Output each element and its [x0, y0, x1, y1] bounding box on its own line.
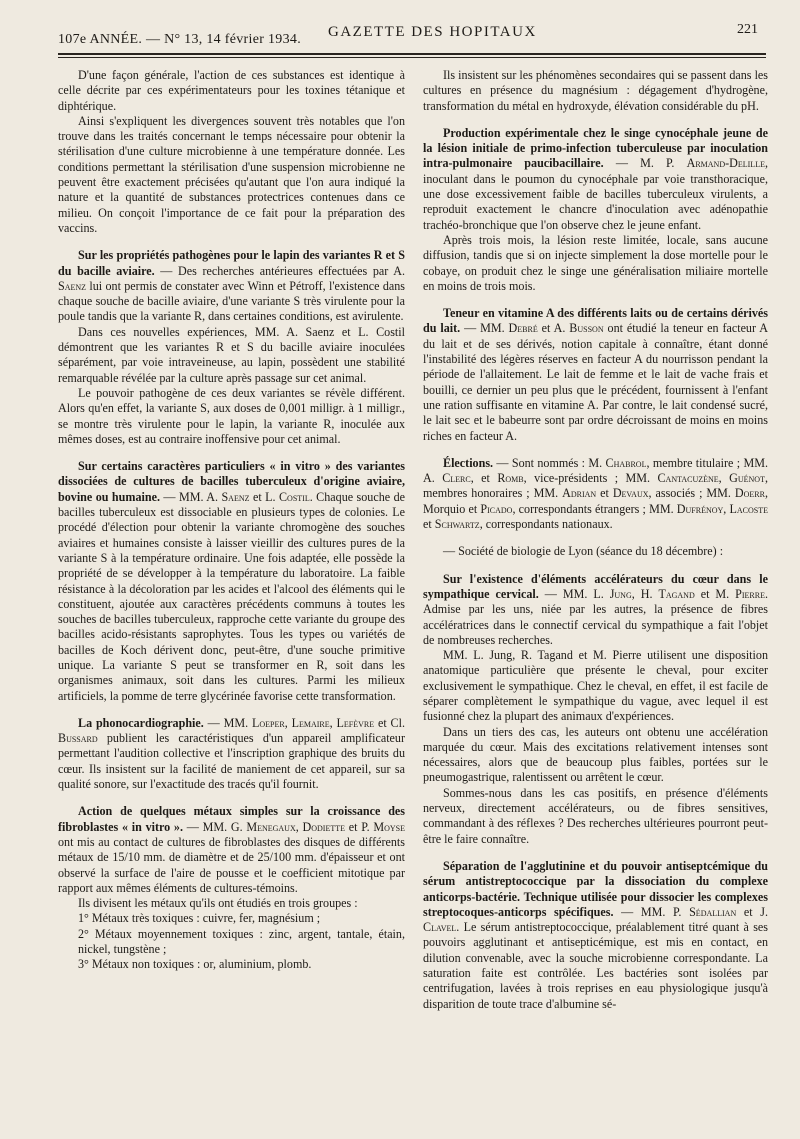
list-item: 2° Métaux moyennement toxiques : zinc, argent, tantale, étain, nickel, tungstène ;: [78, 926, 405, 957]
author-name: Armand-Delille: [686, 156, 765, 171]
author-name: Debré: [508, 321, 538, 336]
author-name: Bussard: [58, 731, 98, 746]
author-name: Menegaux, Dodiette: [246, 819, 345, 834]
paragraph: MM. L. Jung, R. Tagand et M. Pierre utilisent une disposition anatomique particulière que présente le cheval, pour exciter exclusivement le sympathique. Chez le cheval, en effet, il est facile de séparer complètement le sympathique du vague, avec lequel il est fusionné chez la plupart des animaux d'expériences.: [423, 648, 768, 724]
author-name: Costil: [278, 489, 310, 504]
article-title: Teneur en vitamine A des différents laits ou de certains dérivés du lait.: [423, 306, 768, 336]
left-column: [58, 68, 405, 973]
page-number: 221: [737, 22, 758, 37]
paragraph: Ainsi s'expliquent les divergences souvent très notables que l'on trouve dans les traités concernant le temps nécessaire pour obtenir la stérilisation d'une culture microbienne à une température donnée. Les conditions permettant la stérilisation d'une suspension microbienne ne peuvent être exactement précisées qu'autant que l'on aura indiqué la nature et la quantité de substances protectrices contenues dans ce milieu. On conçoit l'importance de ce fait pour la préparation des vaccins.: [58, 113, 405, 235]
journal-title: GAZETTE DES HOPITAUX: [328, 24, 537, 40]
author-name: Loeper, Lemaire, Lefèvre: [251, 715, 375, 730]
article-title: Élections.: [443, 455, 494, 470]
right-column: [423, 68, 768, 1012]
article-title: Sur certains caractères particuliers « in vitro » des variantes dissociées de cultures de bacilles tuberculeux d'origine aviaire, bovine ou humaine.: [58, 459, 405, 504]
paragraph: D'une façon générale, l'action de ces substances est identique à celle décrite par ces expérimentateurs pour les toxines tétanique et diphtérique.: [58, 68, 405, 113]
paragraph: Ils insistent sur les phénomènes secondaires qui se passent dans les cultures en présence du magnésium : dégagement d'hydrogène, transformation du métal en hydroxyde, élévation considérable du pH.: [423, 68, 768, 113]
article-aviaire-variants: Sur les propriétés pathogènes pour le lapin des variantes R et S du bacille aviaire. — Des recherches antérieures effectuées par A. Saenz lui ont permis de constater avec Winn et Pétroff, l'existence dans chaque souche de bacille aviaire, d'une variante S très virulente pour la poule tandis que la variante R, dans certaines conditions, est avirulente.: [58, 248, 405, 324]
author-name: Saenz: [221, 489, 250, 504]
author-name: Busson: [569, 321, 604, 336]
article-sympathique: Sur l'existence d'éléments accélérateurs du cœur dans le sympathique cervical. — MM. L. Jung, H. Tagand et M. Pierre. Admise par les uns, niée par les autres, la présence de fibres accélératrices dans le connectif cervical du sympathique a fait l'objet de nombreuses recherches.: [423, 571, 768, 647]
article-title: Action de quelques métaux simples sur la croissance des fibroblastes « in vitro ».: [58, 804, 405, 834]
list-item: 1° Métaux très toxiques : cuivre, fer, magnésium ;: [78, 911, 321, 926]
paragraph: Le pouvoir pathogène de ces deux variantes se révèle différent. Alors qu'en effet, la variante S, aux doses de 0,001 milligr. à 1 milligr., se montre très virulente pour le lapin, la variante R, inoculée aux mêmes doses, est au contraire inoffensive pour cet animal.: [58, 385, 405, 446]
header-rule: [58, 53, 766, 58]
article-vitamin-a: Teneur en vitamine A des différents laits ou de certains dérivés du lait. — MM. Debré et A. Busson ont étudié la teneur en facteur A du lait et de ses dérivés, notion capitale à connaître, étant donné l'instabilité des légères réserves en facteur A du nourrisson pendant la période de l'allaitement. Le lait de femme et le lait de vache frais et bouilli, ce dernier un peu plus que le précédent, fournissent à l'enfant une ration suffisante en vitamine A. Par contre, le lait condensé sucré, le lait sec et le babeurre sont par ordre décroissant de moins en moins riches en facteur A.: [423, 306, 768, 443]
paragraph: Dans un tiers des cas, les auteurs ont obtenu une accélération marquée du cœur. Mais des excitations relativement intenses sont nécessaires, alors que de beaucoup plus faibles, portées sur le pneumogastrique, ralentissent ou arrêtent le cœur.: [423, 724, 768, 785]
article-title: La phonocardiographie.: [78, 715, 204, 730]
article-cynocephale: Production expérimentale chez le singe cynocéphale jeune de la lésion initiale de primo-infection tuberculeuse par inoculation intra-pulmonaire paucibacillaire. — M. P. Armand-Delille, inoculant dans le poumon du cynocéphale par voie transthoracique, une dose excessivement faible de bacilles tuberculeux virulents, a reproduit exactement le chancre d'inoculation avec adénopathie trachéo-bronchique que l'on observe chez le jeune enfant.: [423, 125, 768, 232]
paragraph: Sommes-nous dans les cas positifs, en présence d'éléments nerveux, directement accélérateurs, ou de fibres sensitives, commandant à des réflexes ? Des recherches ultérieures pourront peut-être le faire connaître.: [423, 785, 768, 846]
paragraph: Ils divisent les métaux qu'ils ont étudiés en trois groupes :: [78, 896, 358, 911]
article-phonocardiography: La phonocardiographie. — MM. Loeper, Lemaire, Lefèvre et Cl. Bussard publient les caractéristiques d'un appareil amplificateur permettant l'audition collective et l'inscription graphique des bruits du cœur. Ils insistent sur la facilité de maniement de cet appareil, sur sa qualité sonore, sur l'exactitude des tracés qu'il fournit.: [58, 715, 405, 792]
article-metals-fibroblasts: Action de quelques métaux simples sur la croissance des fibroblastes « in vitro ». — MM. G. Menegaux, Dodiette et P. Moyse ont mis au contact de cultures de fibroblastes des disques de différents métaux de 15/10 mm. de diamètre et de 25/100 mm. d'épaisseur et ont observé la surface de l'aire de pousse et le coefficient mitotique par rapport aux mêmes éléments de cultures-témoins.: [58, 804, 405, 895]
article-agglutinine: Séparation de l'agglutinine et du pouvoir antiseptcémique du sérum antistreptococcique par la dissociation du complexe anticorps-bactérie. Technique utilisée pour dissocier les complexes streptocoques-anticorps spécifiques. — MM. P. Sédallian et J. Clavel. Le sérum antistreptococcique, préalablement titré quant à ses pouvoirs agglutinant et antisepticémique, est mis en contact, en dilution convenable, avec la souche microbienne correspondante. La saturation faite est contrôlée. Les bactéries sont isolées par centrifugation, lavées à trois reprises en eau physiologique jusqu'à disparition de toute trace d'albumine sé-: [423, 858, 768, 1011]
society-heading: — Société de biologie de Lyon (séance du 18 décembre) :: [443, 544, 724, 559]
list-item: 3° Métaux non toxiques : or, aluminium, plomb.: [78, 957, 312, 972]
article-title: Sur les propriétés pathogènes pour le lapin des variantes R et S du bacille aviaire.: [58, 248, 405, 278]
article-in-vitro-characters: Sur certains caractères particuliers « in vitro » des variantes dissociées de cultures de bacilles tuberculeux d'origine aviaire, bovine ou humaine. — MM. A. Saenz et L. Costil. Chaque souche de bacilles tuberculeux est dissociable en plusieurs types de colonies. Le procédé d'élection pour obtenir la variante chromogène des souches aviaires et humaines consiste à laisser vieillir des cultures pures de la variante S à la température ordinaire. Une fois adaptée, elle possède la propriété de se développer à la température du laboratoire. La faible résistance à la décoloration par les acides et l'alcool des éléments qui le constituent, ajoutée aux caractères précédents communs à toutes les souches de bacilles tuberculeux, rapproche cette variante du groupe des bacilles acido-résistants saprophytes. Tous les types ou variétés de bacilles de Koch dérivent donc, peut-être, d'une souche primitive unique. La variante S peut se transformer en R, soit dans les organismes animaux, soit dans les cultures. Parmi les milieux artificiels, la pomme de terre glycérinée favorise cette transformation.: [58, 459, 405, 703]
issue-info: 107e ANNÉE. — N° 13, 14 février 1934.: [58, 32, 301, 47]
article-title: Sur l'existence d'éléments accélérateurs du cœur dans le sympathique cervical.: [423, 571, 768, 601]
article-title: Production expérimentale chez le singe cynocéphale jeune de la lésion initiale de primo-infection tuberculeuse par inoculation intra-pulmonaire paucibacillaire.: [423, 125, 768, 171]
author-name: Moyse: [373, 819, 405, 834]
article-title: Séparation de l'agglutinine et du pouvoir antiseptcémique du sérum antistreptococcique par la dissociation du complexe anticorps-bactérie. Technique utilisée pour dissocier les complexes streptocoques-anticorps spécifiques.: [423, 858, 768, 919]
paragraph: Dans ces nouvelles expériences, MM. A. Saenz et L. Costil démontrent que les variantes R et S du bacille aviaire inoculées séparément, par voie intraveineuse, au lapin, possèdent une stabilité remarquable révélée par la culture après passage sur cet animal.: [58, 324, 405, 385]
article-elections: Élections. — Sont nommés : M. Chabrol, membre titulaire ; MM. A. Clerc, et Romb, vice-présidents ; MM. Cantacuzène, Guénot, membres honoraires ; MM. Adrian et Devaux, associés ; MM. Doerr, Morquio et Picado, correspondants étrangers ; MM. Dufrénoy, Lacoste et Schwartz, correspondants nationaux.: [423, 455, 769, 532]
paragraph: Après trois mois, la lésion reste limitée, locale, sans aucune diffusion, tandis que si on injecte simplement la dose mortelle pour le cobaye, on produit chez le singe une généralisation miliaire mortelle en moins de trois mois.: [423, 232, 768, 293]
author-name: Saenz: [58, 278, 87, 293]
